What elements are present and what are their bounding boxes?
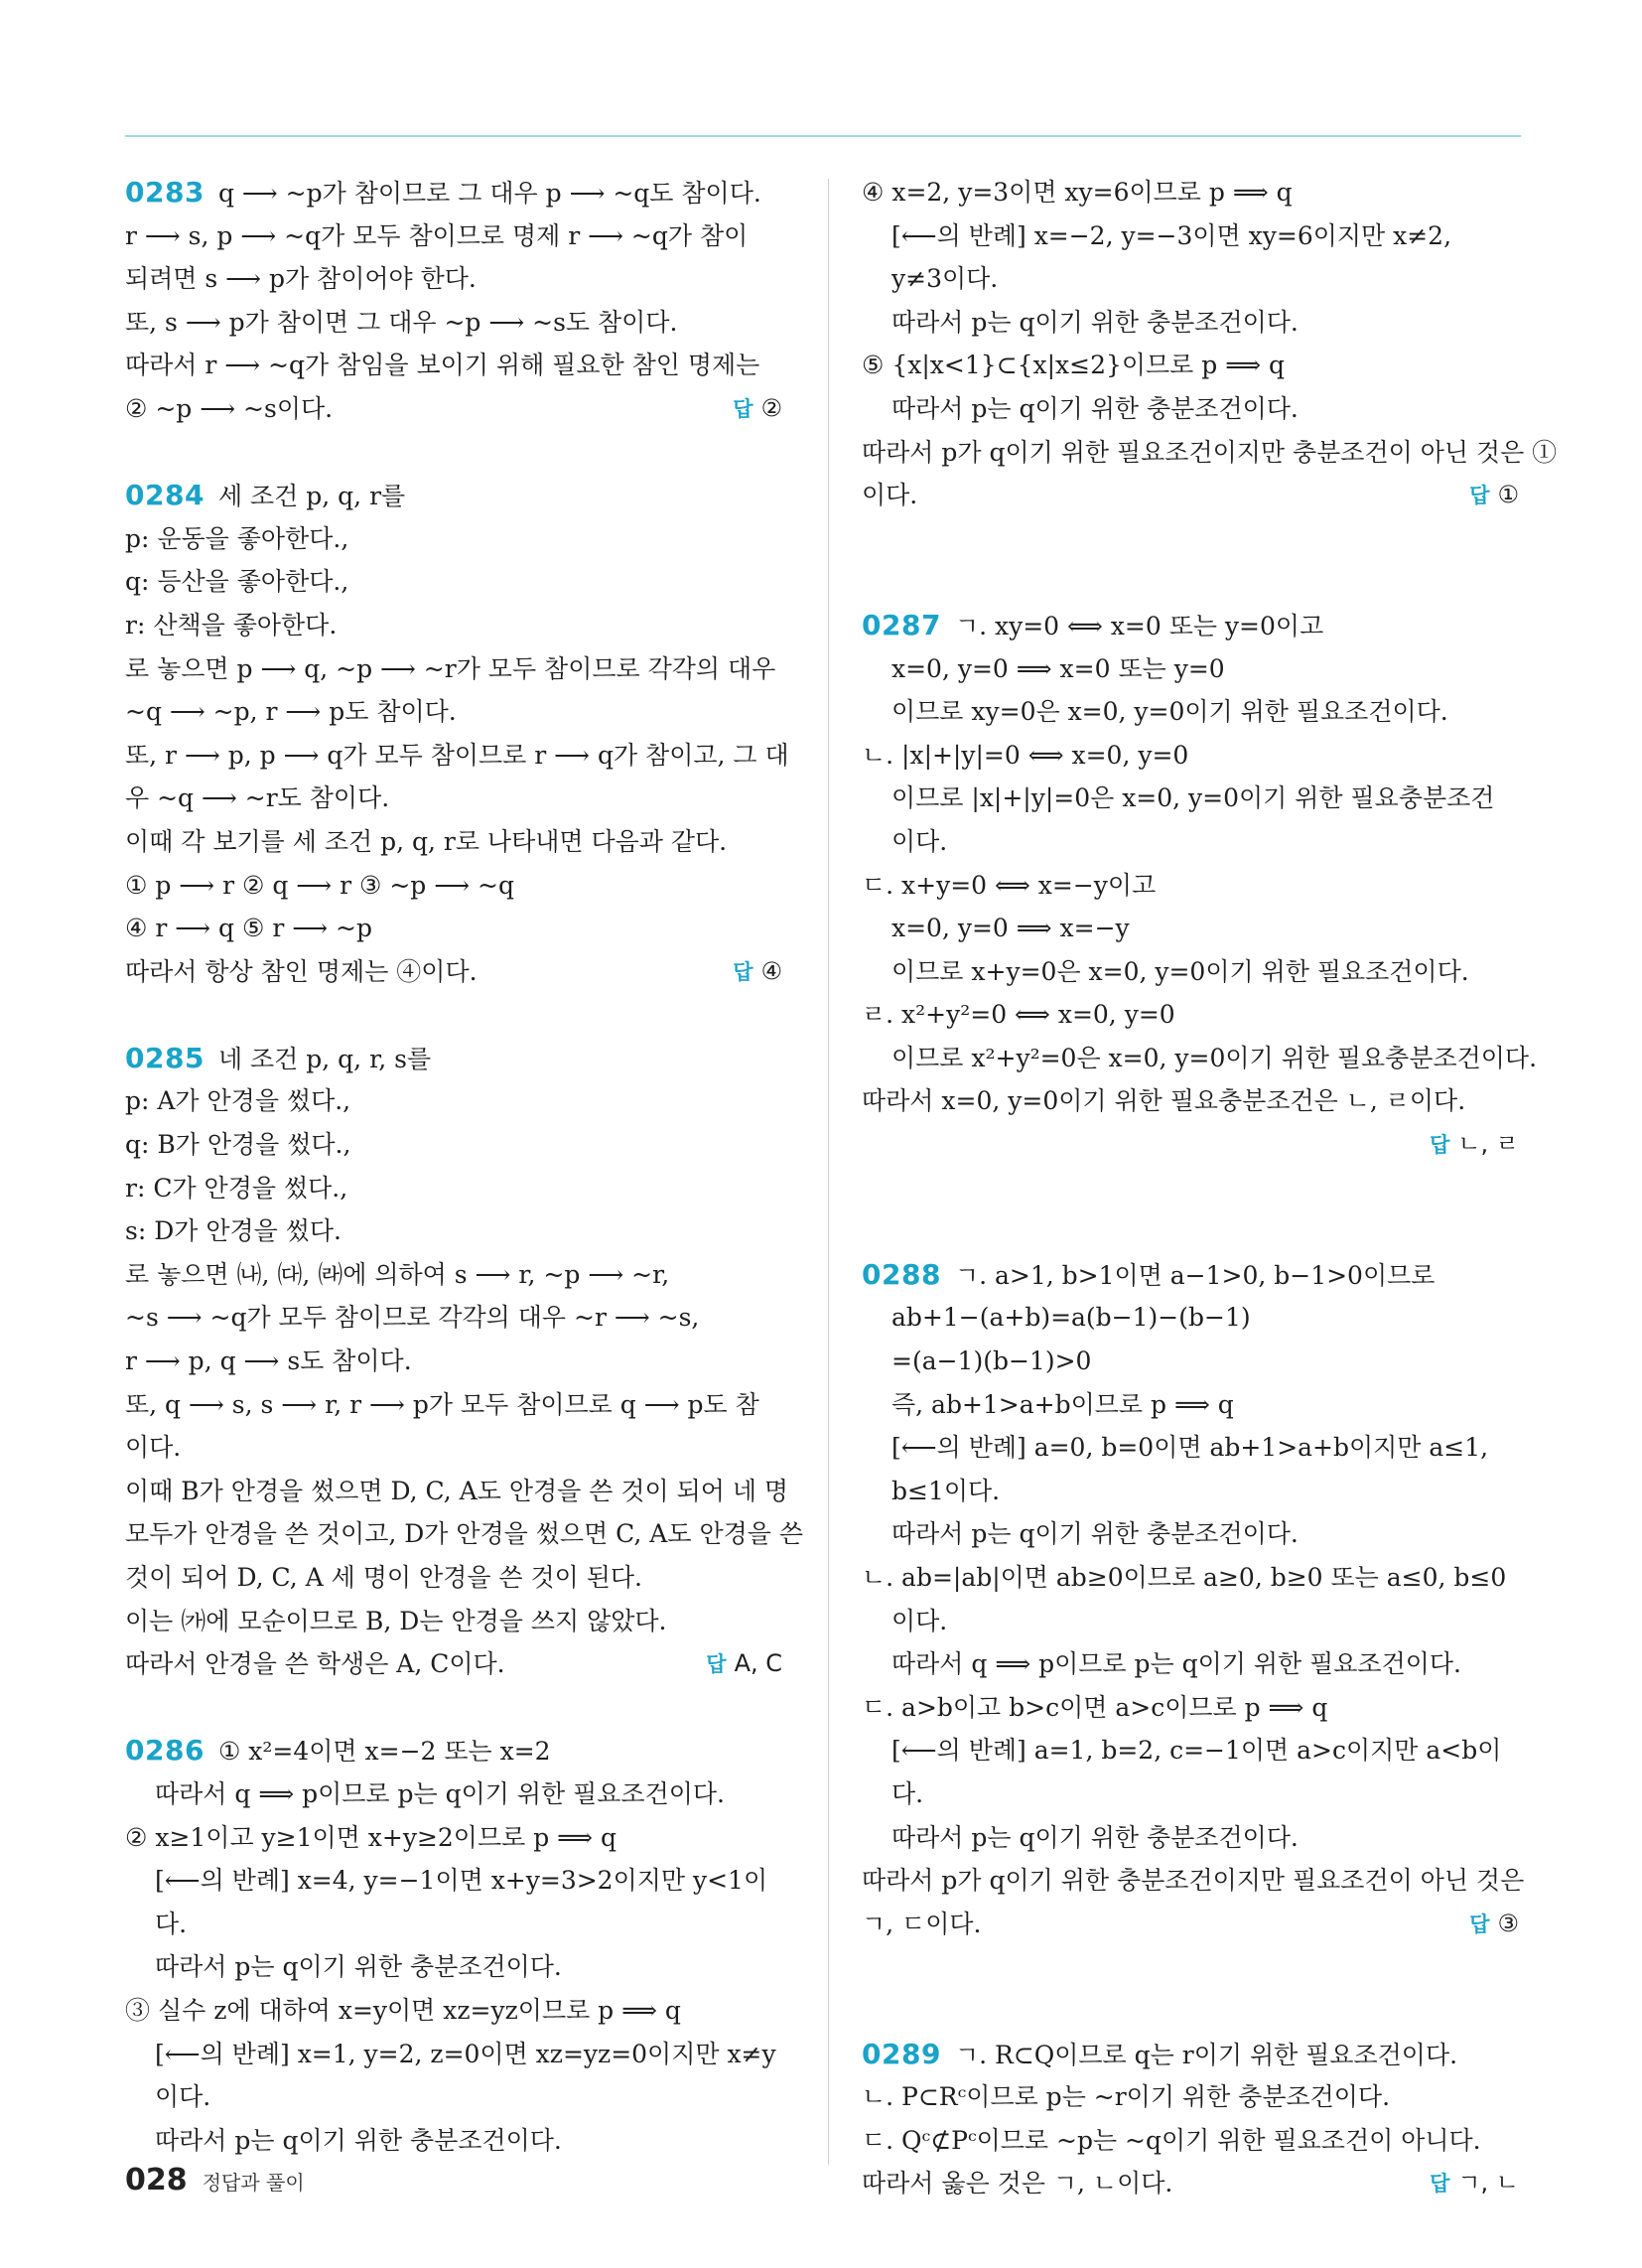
text-line xyxy=(862,907,1519,950)
text-line xyxy=(125,2075,782,2119)
line-text: q: B가 안경을 썼다., xyxy=(125,1130,351,1160)
text-line xyxy=(862,993,1519,1037)
line-text: 것이 되어 D, C, A 세 명이 안경을 쓴 것이 된다. xyxy=(125,1563,643,1592)
text-line xyxy=(862,1816,1519,1860)
problem-number: 0287 xyxy=(862,608,941,641)
text-line xyxy=(862,777,1519,820)
answer-label: 답 xyxy=(1469,1912,1490,1936)
text-line xyxy=(125,1945,782,1989)
line-text: ㄴ. P⊂Rᶜ이므로 p는 ~r이기 위한 충분조건이다. xyxy=(862,2082,1391,2112)
text-line xyxy=(125,344,782,387)
line-text: 네 조건 p, q, r, s를 xyxy=(217,1044,432,1073)
text-line xyxy=(862,1470,1519,1513)
text-line xyxy=(125,257,782,301)
problem-number: 0285 xyxy=(125,1041,205,1074)
text-line xyxy=(125,1903,782,1946)
line-text: [⟵의 반례] a=1, b=2, c=−1이면 a>c이지만 a<b이 xyxy=(891,1736,1502,1766)
line-text: 세 조건 p, q, r를 xyxy=(217,482,406,511)
text-line xyxy=(125,171,782,214)
spacer xyxy=(862,1167,1519,1210)
answer-mark xyxy=(733,387,782,432)
line-text: p: 운동을 좋아한다., xyxy=(125,523,349,553)
line-text: ㄷ. x+y=0 ⟺ x=−y이고 xyxy=(862,870,1157,900)
line-text: 이므로 |x|+|y|=0은 x=0, y=0이기 위한 필요충분조건 xyxy=(891,783,1495,813)
line-text: 다. xyxy=(891,1778,924,1808)
answer-mark xyxy=(706,1642,782,1687)
text-line xyxy=(125,1253,782,1297)
line-text: 따라서 옳은 것은 ㄱ, ㄴ이다. xyxy=(862,2169,1173,2198)
line-text: 따라서 안경을 쓴 학생은 A, C이다. xyxy=(125,1649,505,1679)
text-line xyxy=(125,387,782,431)
line-text: [⟵의 반례] x=−2, y=−3이면 xy=6이지만 x≠2, xyxy=(891,220,1452,250)
text-line xyxy=(125,1729,782,1772)
spacer xyxy=(125,1686,782,1730)
line-text: b≤1이다. xyxy=(891,1476,1001,1505)
line-text: 따라서 q ⟹ p이므로 p는 q이기 위한 필요조건이다. xyxy=(891,1649,1461,1679)
line-text: 또, s ⟶ p가 참이면 그 대우 ~p ⟶ ~s도 참이다. xyxy=(125,307,678,337)
line-text: y≠3이다. xyxy=(891,264,999,294)
answer-value: ㄴ, ㄹ xyxy=(1457,1130,1519,1159)
line-text: ㄴ. ab=|ab|이면 ab≥0이므로 a≥0, b≥0 또는 a≤0, b≤0 xyxy=(862,1563,1507,1592)
answer-mark xyxy=(1430,2162,1519,2206)
line-text: s: D가 안경을 썼다. xyxy=(125,1216,342,1246)
text-line xyxy=(125,1556,782,1600)
line-text: 이다. xyxy=(125,1433,182,1463)
line-text: r ⟶ s, p ⟶ ~q가 모두 참이므로 명제 r ⟶ ~q가 참이 xyxy=(125,220,749,250)
text-line xyxy=(125,1209,782,1253)
text-line xyxy=(125,647,782,691)
text-line xyxy=(862,1729,1519,1772)
text-line xyxy=(862,1642,1519,1686)
text-line xyxy=(125,1989,782,2033)
text-line xyxy=(125,1079,782,1123)
line-text: ④ x=2, y=3이면 xy=6이므로 p ⟹ q xyxy=(862,178,1293,207)
spacer xyxy=(862,1945,1519,1989)
line-text: 따라서 r ⟶ ~q가 참임을 보이기 위해 필요한 참인 명제는 xyxy=(125,351,760,380)
answer-label: 답 xyxy=(733,959,753,984)
line-text: ㄱ. R⊂Q이므로 q는 r이기 위한 필요조건이다. xyxy=(954,2040,1458,2069)
text-line xyxy=(125,1642,782,1686)
answer-label: 답 xyxy=(733,396,753,421)
text-line xyxy=(862,171,1519,214)
line-text: 이므로 xy=0은 x=0, y=0이기 위한 필요조건이다. xyxy=(891,697,1448,727)
line-text: [⟵의 반례] x=1, y=2, z=0이면 xz=yz=0이지만 x≠y xyxy=(155,2039,776,2068)
text-line xyxy=(862,604,1519,647)
text-line xyxy=(125,301,782,345)
text-line xyxy=(862,257,1519,301)
line-text: r: 산책을 좋아한다. xyxy=(125,610,338,639)
text-line xyxy=(862,1772,1519,1816)
answer-mark xyxy=(1430,1123,1519,1168)
spacer xyxy=(862,1209,1519,1253)
line-text: 이는 ㈎에 모순이므로 B, D는 안경을 쓰지 않았다. xyxy=(125,1606,667,1635)
answer-mark xyxy=(733,950,782,995)
text-line xyxy=(125,2033,782,2076)
line-text: ① p ⟶ r ② q ⟶ r ③ ~p ⟶ ~q xyxy=(125,870,514,900)
answer-label: 답 xyxy=(706,1652,727,1677)
line-text: 즉, ab+1>a+b이므로 p ⟹ q xyxy=(891,1389,1234,1419)
text-line xyxy=(862,431,1558,475)
line-text: x=0, y=0 ⟹ x=0 또는 y=0 xyxy=(891,653,1225,683)
text-line xyxy=(125,1167,782,1210)
line-text: 이다. xyxy=(891,1606,948,1635)
text-line xyxy=(125,820,782,864)
line-text: 이때 각 보기를 세 조건 p, q, r로 나타내면 다음과 같다. xyxy=(125,826,728,856)
text-line xyxy=(862,344,1519,387)
line-text: q ⟶ ~p가 참이므로 그 대우 p ⟶ ~q도 참이다. xyxy=(217,179,761,208)
line-text: 로 놓으면 p ⟶ q, ~p ⟶ ~r가 모두 참이므로 각각의 대우 xyxy=(125,653,776,683)
footer-title: 정답과 풀이 xyxy=(202,2171,305,2195)
problem-number: 0288 xyxy=(862,1257,941,1291)
answer-value: A, C xyxy=(734,1649,782,1678)
text-line xyxy=(862,690,1519,734)
line-text: r: C가 안경을 썼다., xyxy=(125,1173,348,1203)
page-footer xyxy=(125,2161,305,2200)
text-line xyxy=(862,1037,1538,1080)
answer-value: ④ xyxy=(760,956,782,985)
line-text: 이다. xyxy=(862,481,918,510)
text-line xyxy=(862,1512,1519,1556)
line-text: x=0, y=0 ⟹ x=−y xyxy=(891,914,1130,943)
answer-mark xyxy=(1469,474,1519,518)
line-text: 따라서 p는 q이기 위한 충분조건이다. xyxy=(891,307,1299,337)
line-text: 따라서 q ⟹ p이므로 p는 q이기 위한 필요조건이다. xyxy=(155,1778,725,1808)
line-text: [⟵의 반례] x=4, y=−1이면 x+y=3>2이지만 y<1이 xyxy=(155,1866,768,1896)
line-text: ㄴ. |x|+|y|=0 ⟺ x=0, y=0 xyxy=(862,740,1189,770)
line-text: r ⟶ p, q ⟶ s도 참이다. xyxy=(125,1347,412,1376)
line-text: ⑤ {x|x<1}⊂{x|x≤2}이므로 p ⟹ q xyxy=(862,351,1286,380)
text-line xyxy=(862,734,1519,778)
line-text: 다. xyxy=(155,1909,188,1938)
right-column xyxy=(862,171,1558,2205)
line-text: 또, r ⟶ p, p ⟶ q가 모두 참이므로 r ⟶ q가 참이고, 그 대 xyxy=(125,740,789,770)
text-line xyxy=(862,1383,1519,1427)
text-line xyxy=(125,1816,782,1860)
text-line xyxy=(862,820,1519,864)
text-line xyxy=(862,301,1519,345)
spacer xyxy=(862,1989,1519,2033)
line-text: 이므로 x+y=0은 x=0, y=0이기 위한 필요조건이다. xyxy=(891,956,1469,986)
line-text: ㄱ. a>1, b>1이면 a−1>0, b−1>0이므로 xyxy=(954,1260,1436,1290)
column-divider xyxy=(828,179,829,2165)
line-text: ③ 실수 z에 대하여 x=y이면 xz=yz이므로 p ⟹ q xyxy=(125,1995,681,2025)
text-line xyxy=(862,1903,1519,1946)
text-line xyxy=(862,647,1519,691)
line-text: q: 등산을 좋아한다., xyxy=(125,567,349,597)
line-text: 또, q ⟶ s, s ⟶ r, r ⟶ p가 모두 참이므로 q ⟶ p도 참 xyxy=(125,1389,759,1419)
text-line xyxy=(125,2119,782,2163)
line-text: 따라서 p가 q이기 위한 충분조건이지만 필요조건이 아닌 것은 xyxy=(862,1866,1525,1896)
line-text: ~s ⟶ ~q가 모두 참이므로 각각의 대우 ~r ⟶ ~s, xyxy=(125,1303,700,1333)
text-line xyxy=(125,517,782,561)
text-line xyxy=(862,387,1519,431)
text-line xyxy=(125,214,782,258)
line-text: 따라서 p는 q이기 위한 충분조건이다. xyxy=(155,1952,562,1982)
line-text: ① x²=4이면 x=−2 또는 x=2 xyxy=(217,1737,551,1767)
line-text: 되려면 s ⟶ p가 참이어야 한다. xyxy=(125,264,477,294)
text-line xyxy=(125,1426,782,1470)
line-text: 따라서 항상 참인 명제는 ④이다. xyxy=(125,956,478,986)
line-text: 따라서 p는 q이기 위한 충분조건이다. xyxy=(891,1519,1299,1549)
answer-value: ㄱ, ㄴ xyxy=(1457,2169,1519,2197)
problem-number: 0283 xyxy=(125,176,205,209)
text-line xyxy=(125,950,782,994)
text-line xyxy=(125,1037,782,1080)
line-text: ㄷ. a>b이고 b>c이면 a>c이므로 p ⟹ q xyxy=(862,1692,1328,1722)
answer-value: ② xyxy=(760,393,782,422)
answer-value: ① xyxy=(1497,481,1519,509)
line-text: 이다. xyxy=(155,2082,211,2112)
line-text: ㄱ. xy=0 ⟺ x=0 또는 y=0이고 xyxy=(954,611,1324,640)
line-text: ② ~p ⟶ ~s이다. xyxy=(125,393,334,423)
text-line xyxy=(862,1859,1525,1903)
line-text: 따라서 x=0, y=0이기 위한 필요충분조건은 ㄴ, ㄹ이다. xyxy=(862,1086,1466,1116)
answer-label: 답 xyxy=(1430,2172,1450,2197)
problem-number: 0289 xyxy=(862,2037,941,2070)
answer-label: 답 xyxy=(1469,484,1490,508)
text-line xyxy=(862,2162,1519,2205)
line-text: p: A가 안경을 썼다., xyxy=(125,1086,351,1116)
text-line xyxy=(862,474,1519,517)
line-text: ㄱ, ㄷ이다. xyxy=(862,1909,982,1938)
text-line xyxy=(862,2033,1519,2076)
text-line xyxy=(125,1296,782,1340)
text-line xyxy=(862,1426,1519,1470)
problem-number: 0284 xyxy=(125,479,205,512)
text-line xyxy=(125,474,782,517)
spacer xyxy=(862,517,1519,561)
line-text: 따라서 p는 q이기 위한 충분조건이다. xyxy=(891,1822,1299,1852)
text-line xyxy=(125,604,782,647)
text-line xyxy=(125,1772,782,1816)
text-line xyxy=(862,214,1519,258)
line-text: ④ r ⟶ q ⑤ r ⟶ ~p xyxy=(125,914,372,943)
header-rule xyxy=(125,135,1521,137)
text-line xyxy=(125,907,782,950)
line-text: 따라서 p는 q이기 위한 충분조건이다. xyxy=(891,393,1299,423)
text-line xyxy=(862,2075,1519,2119)
text-line xyxy=(125,690,782,734)
text-line xyxy=(862,2119,1519,2163)
problem-number: 0286 xyxy=(125,1734,205,1768)
text-line xyxy=(125,560,782,604)
line-text: 따라서 p가 q이기 위한 필요조건이지만 충분조건이 아닌 것은 ① xyxy=(862,437,1558,467)
line-text: ab+1−(a+b)=a(b−1)−(b−1) xyxy=(891,1303,1251,1333)
text-line xyxy=(862,1296,1519,1340)
text-line xyxy=(862,1556,1519,1600)
text-line xyxy=(125,1512,803,1556)
answer-label: 답 xyxy=(1430,1133,1450,1158)
text-line xyxy=(862,1123,1519,1167)
text-line xyxy=(125,1340,782,1383)
line-text: ㄹ. x²+y²=0 ⟺ x=0, y=0 xyxy=(862,1000,1175,1030)
text-line xyxy=(125,1600,782,1643)
answer-mark xyxy=(1469,1903,1519,1947)
text-line xyxy=(125,864,782,908)
line-text: 로 놓으면 ㈏, ㈐, ㈑에 의하여 s ⟶ r, ~p ⟶ ~r, xyxy=(125,1259,670,1289)
line-text: 이때 B가 안경을 썼으면 D, C, A도 안경을 쓴 것이 되어 네 명 xyxy=(125,1476,789,1505)
answer-value: ③ xyxy=(1497,1909,1519,1937)
text-line xyxy=(125,1383,782,1427)
text-line xyxy=(862,1079,1519,1123)
left-column xyxy=(125,171,803,2162)
text-line xyxy=(125,1859,782,1903)
text-line xyxy=(862,1253,1519,1297)
text-line xyxy=(862,1686,1519,1730)
text-line xyxy=(125,1470,789,1513)
line-text: 우 ~q ⟶ ~r도 참이다. xyxy=(125,783,390,813)
line-text: ~q ⟶ ~p, r ⟶ p도 참이다. xyxy=(125,697,457,727)
line-text: 이다. xyxy=(891,826,948,856)
spacer xyxy=(862,560,1519,604)
spacer xyxy=(125,431,782,475)
page-number: 028 xyxy=(125,2163,188,2197)
line-text: 모두가 안경을 쓴 것이고, D가 안경을 썼으면 C, A도 안경을 쓴 xyxy=(125,1519,803,1549)
spacer xyxy=(125,993,782,1037)
line-text: 따라서 p는 q이기 위한 충분조건이다. xyxy=(155,2125,562,2155)
text-line xyxy=(125,1123,782,1167)
text-line xyxy=(862,1600,1519,1643)
text-line xyxy=(125,734,789,778)
line-text: 이므로 x²+y²=0은 x=0, y=0이기 위한 필요충분조건이다. xyxy=(891,1043,1538,1072)
line-text: ② x≥1이고 y≥1이면 x+y≥2이므로 p ⟹ q xyxy=(125,1822,616,1852)
line-text: [⟵의 반례] a=0, b=0이면 ab+1>a+b이지만 a≤1, xyxy=(891,1433,1489,1463)
line-text: =(a−1)(b−1)>0 xyxy=(891,1347,1092,1376)
text-line xyxy=(862,1340,1519,1383)
text-line xyxy=(125,777,782,820)
text-line xyxy=(862,950,1519,994)
line-text: ㄷ. Qᶜ⊄Pᶜ이므로 ~p는 ~q이기 위한 필요조건이 아니다. xyxy=(862,2125,1481,2155)
text-line xyxy=(862,864,1519,908)
